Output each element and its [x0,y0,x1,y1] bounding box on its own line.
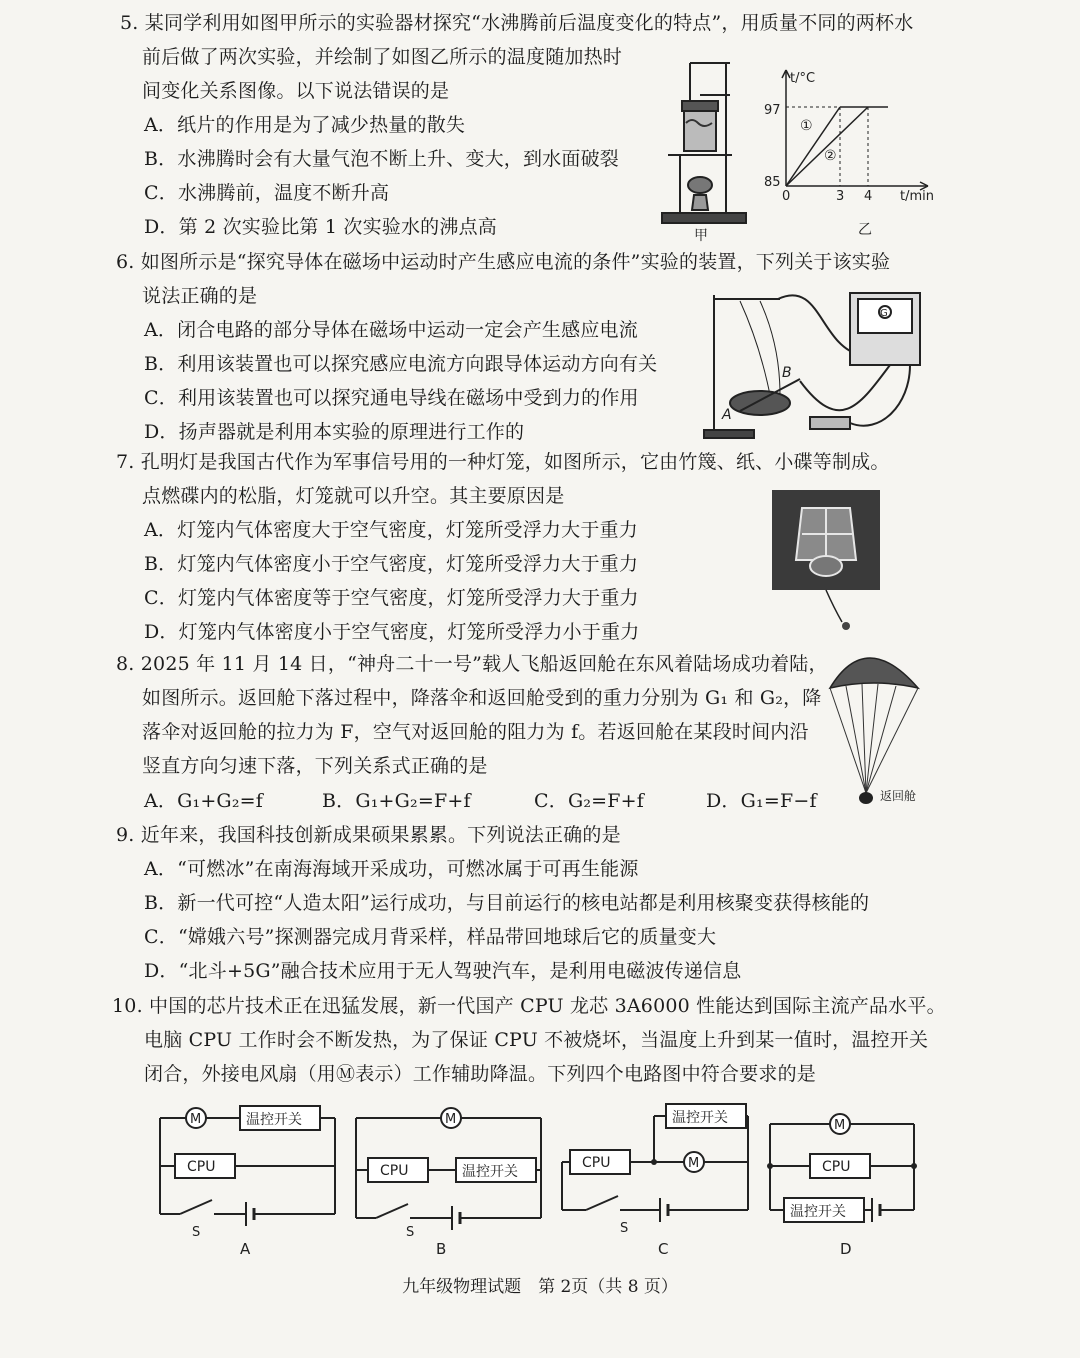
q8-option-a: A．G₁+G₂=f [144,790,263,812]
graph-x-tick-0: 0 [782,189,791,204]
motor-label: M [834,1118,846,1133]
q9-option-c: C．“嫦娥六号”探测器完成月背采样，样品带回地球后它的质量变大 [144,926,717,948]
q6-figure-induction [700,285,940,445]
page-footer: 九年级物理试题 第 2页（共 8 页） [402,1277,678,1297]
circuit-b [346,1096,551,1261]
q10-stem-3: 闭合，外接电风扇（用Ⓜ表示）工作辅助降温。下列四个电路图中符合要求的是 [144,1063,817,1085]
q7-option-a: A．灯笼内气体密度大于空气密度，灯笼所受浮力大于重力 [144,519,638,541]
q7-stem-2: 点燃碟内的松脂，灯笼就可以升空。其主要原因是 [142,485,565,507]
q6-option-a: A．闭合电路的部分导体在磁场中运动一定会产生感应电流 [144,319,638,341]
galvanometer-label: G [880,308,888,319]
fig-label-b: B [782,365,792,381]
q8-stem-1: 8. 2025 年 11 月 14 日，“神舟二十一号”载人飞船返回舱在东风着陆场成功着陆， [116,653,828,675]
q5-option-b: B．水沸腾时会有大量气泡不断上升、变大，到水面破裂 [144,148,619,170]
q6-option-c: C．利用该装置也可以探究通电导线在磁场中受到力的作用 [144,387,639,409]
circuit-b-label: B [436,1240,447,1258]
circuit-a [150,1096,350,1261]
boiling-apparatus-drawing [662,63,746,223]
q8-option-d: D．G₁=F−f [706,790,817,812]
circuit-d-label: D [840,1240,852,1258]
graph-curve-2 [786,107,868,186]
circuit-d [762,1096,927,1261]
cpu-label: CPU [822,1159,851,1175]
q9-stem-1: 9. 近年来，我国科技创新成果硕果累累。下列说法正确的是 [116,824,621,846]
q5-option-a: A．纸片的作用是为了减少热量的散失 [144,114,466,136]
motor-label: M [445,1112,457,1127]
q8-stem-4: 竖直方向匀速下落，下列关系式正确的是 [142,755,488,777]
thermo-switch-label: 温控开关 [462,1164,518,1180]
capsule-label: 返回舱 [880,789,917,803]
q6-stem-1: 6. 如图所示是“探究导体在磁场中运动时产生感应电流的条件”实验的装置，下列关于该实验 [116,251,891,273]
fig-jia-label: 甲 [694,228,708,244]
q5-figure-yi [758,62,938,240]
q8-stem-3: 落伞对返回舱的拉力为 F，空气对返回舱的阻力为 f。若返回舱在某段时间内沿 [142,721,809,743]
circuit-a-label: A [240,1240,251,1258]
graph-curve-1 [786,107,840,186]
q9-option-a: A．“可燃冰”在南海海域开采成功，可燃冰属于可再生能源 [144,858,639,880]
cpu-label: CPU [187,1159,216,1175]
q5-option-c: C．水沸腾前，温度不断升高 [144,182,390,204]
switch-label: S [620,1221,629,1236]
thermo-switch-label: 温控开关 [672,1110,728,1126]
graph-x-tick-3: 3 [836,189,845,204]
q6-stem-2: 说法正确的是 [142,285,258,307]
q7-stem-1: 7. 孔明灯是我国古代作为军事信号用的一种灯笼，如图所示，它由竹篾、纸、小碟等制成。 [116,451,890,473]
switch-label: S [406,1225,415,1240]
thermo-switch-label: 温控开关 [246,1112,302,1128]
q5-stem-3: 间变化关系图像。以下说法错误的是 [142,80,450,102]
q7-figure-lantern [772,490,882,635]
q9-option-d: D．“北斗+5G”融合技术应用于无人驾驶汽车，是利用电磁波传递信息 [144,960,742,982]
circuit-c [556,1096,761,1261]
q9-option-b: B．新一代可控“人造太阳”运行成功，与目前运行的核电站都是利用核聚变获得核能的 [144,892,870,914]
graph-x-tick-4: 4 [864,189,873,204]
graph-x-label: t/min [900,189,934,204]
q8-stem-2: 如图所示。返回舱下落过程中，降落伞和返回舱受到的重力分别为 G₁ 和 G₂，降 [142,687,822,709]
cpu-label: CPU [582,1155,611,1171]
q10-stem-1: 10. 中国的芯片技术正在迅猛发展，新一代国产 CPU 龙芯 3A6000 性能达到国际主流产品水平。 [112,995,946,1017]
q8-option-c: C．G₂=F+f [534,790,644,812]
q7-option-c: C．灯笼内气体密度等于空气密度，灯笼所受浮力大于重力 [144,587,639,609]
q10-stem-2: 电脑 CPU 工作时会不断发热，为了保证 CPU 不被烧坏，当温度上升到某一值时，温控开关 [144,1029,929,1051]
q6-option-d: D．扬声器就是利用本实验的原理进行工作的 [144,421,525,443]
thermo-switch-label: 温控开关 [790,1204,846,1220]
q6-option-b: B．利用该装置也可以探究感应电流方向跟导体运动方向有关 [144,353,658,375]
fig-label-a: A [722,407,732,423]
fig-yi-label: 乙 [858,222,872,238]
graph-y-label: t/°C [790,71,816,86]
circuit-c-label: C [658,1240,669,1258]
motor-label: M [688,1156,700,1171]
q5-figure-jia [660,45,750,245]
q5-stem-1: 5. 某同学利用如图甲所示的实验器材探究“水沸腾前后温度变化的特点”，用质量不同的两杯水 [120,12,914,34]
graph-y-tick-85: 85 [764,175,781,190]
q5-stem-2: 前后做了两次实验，并绘制了如图乙所示的温度随加热时 [142,46,623,68]
q5-option-d: D．第 2 次实验比第 1 次实验水的沸点高 [144,216,497,238]
graph-y-tick-97: 97 [764,103,781,118]
q8-option-b: B．G₁+G₂=F+f [322,790,471,812]
cpu-label: CPU [380,1163,409,1179]
q7-option-d: D．灯笼内气体密度小于空气密度，灯笼所受浮力小于重力 [144,621,640,643]
switch-label: S [192,1225,201,1240]
q8-figure-parachute [826,638,936,810]
graph-curve-label-2: ② [824,148,837,164]
q7-option-b: B．灯笼内气体密度小于空气密度，灯笼所受浮力大于重力 [144,553,639,575]
parachute-canopy [830,658,918,688]
graph-curve-label-1: ① [800,118,813,134]
motor-label: M [190,1112,202,1127]
capsule [859,792,873,804]
